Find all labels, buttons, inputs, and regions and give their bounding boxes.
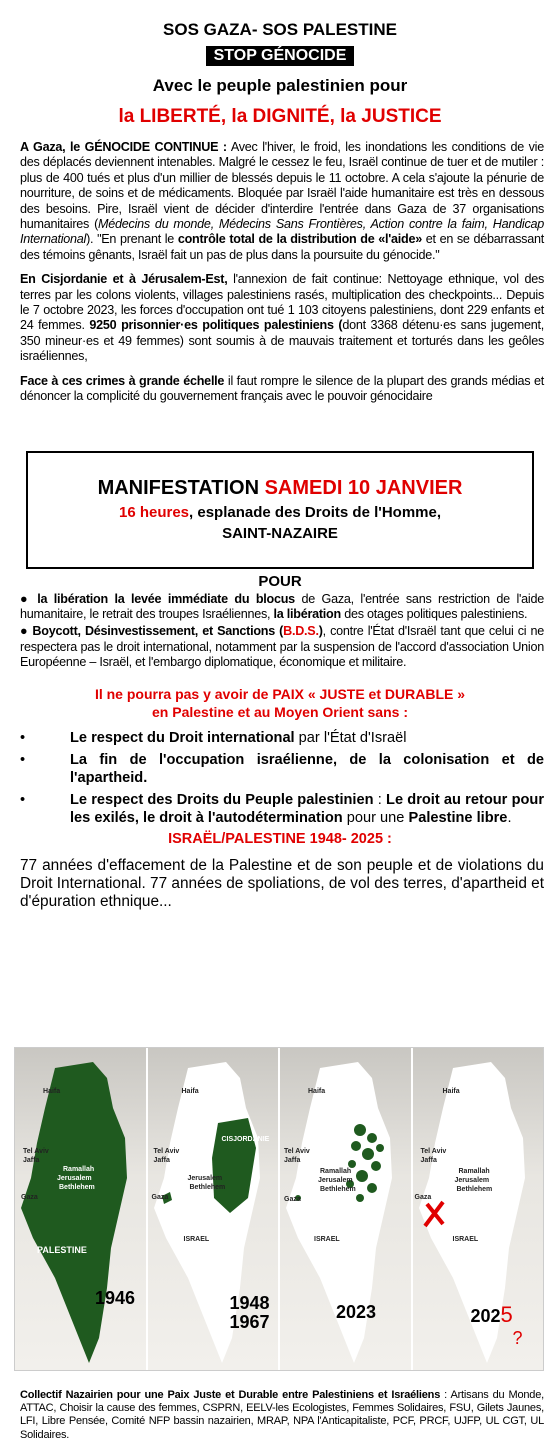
crimes-lead: Face à ces crimes à grande échelle	[20, 373, 225, 388]
history-text: 77 années d'effacement de la Palestine et de son peuple et de violations du Droit International. 77 années de spoliations, de vol des terres, d'apartheid et d'épuration ethnique...	[20, 856, 544, 910]
footer-collectif	[20, 1389, 544, 1442]
pour-item-2	[20, 624, 544, 670]
condition-bold: Le respect du Droit international	[70, 729, 295, 746]
map-label: Bethlehem	[320, 1186, 356, 1193]
history-heading: ISRAËL/PALESTINE 1948- 2025 :	[168, 830, 392, 847]
gaza-text-1: Avec l'hiver, le froid, les inondations les conditions de vie des déplacés deviennent intenables. Malgré le cessez le feu, Israël continue de tuer et de mutiler : plus de 400 tués et plus d'un millier de blessés depuis le 11 octobre. A cela s'ajoute la pénurie de nourriture, de soins et de médicaments. Bloquée par Israël l'aide humanitaire est très en dessous des besoins. Pire, Israël vient de décider d'interdire l'entrée dans Gaza de 37 organisations humanitaires (	[20, 140, 544, 232]
manifestation-label: MANIFESTATION	[97, 476, 265, 499]
conditions-list	[20, 729, 544, 827]
cisjordanie-lead: En Cisjordanie et à Jérusalem-Est,	[20, 272, 228, 287]
map-label: Bethlehem	[59, 1184, 95, 1191]
gaza-bold: contrôle total de la distribution de «l'aide»	[177, 232, 422, 247]
map-2023	[280, 1048, 413, 1370]
peace-line-1: Il ne pourra pas y avoir de PAIX « JUSTE et DURABLE »	[94, 685, 466, 702]
map-label: ISRAEL	[183, 1236, 210, 1243]
pour-item-2-bold: ● Boycott, Désinvestissement, et Sanctions (	[20, 624, 284, 639]
map-label: CISJORDANIE	[221, 1136, 270, 1143]
event-box	[26, 451, 534, 569]
crimes-text: il faut rompre le silence de la plupart des grands médias et dénoncer la complicité du gouvernement français avec le pouvoir génocidaire	[20, 373, 544, 404]
map-year: 1948 1967	[229, 1293, 270, 1332]
map-label: Bethlehem	[456, 1186, 493, 1193]
pour-item-1-bold-2: la libération	[273, 606, 341, 621]
map-1946	[15, 1048, 148, 1370]
map-year	[471, 1302, 513, 1328]
condition-bold-3: Palestine libre	[408, 809, 508, 826]
event-time-place	[28, 504, 532, 521]
map-label: Ramallah	[63, 1166, 95, 1173]
cisjordanie-text-1: l'annexion de fait continue: Nettoyage ethnique, vol des terres par les colons violents, villages palestiniens rasés, multiplication des checkpoints... Depuis le 7 octobre 2023, les forces d'occupation ont tué 1 103 citoyens palestiniens, dont 229 enfants et 24 femmes.	[20, 272, 544, 333]
gaza-lead: A Gaza, le GÉNOCIDE CONTINUE :	[20, 140, 227, 154]
peace-line-2: en Palestine et au Moyen Orient sans :	[152, 703, 408, 720]
map-1948-1967	[148, 1048, 281, 1370]
condition-text-3: .	[507, 809, 512, 826]
condition-text: par l'État d'Israël	[294, 729, 407, 746]
map-label: Gaza	[151, 1194, 169, 1201]
condition-item	[20, 751, 544, 787]
map-year: 2023	[336, 1302, 377, 1322]
map-label: Gaza	[284, 1196, 301, 1203]
pour-item-2-text: , contre l'État d'Israël tant que celui ci ne respectera pas le droit international, notamment par la suspension de l'accord d'association Union Européenne – Israël, et l'embargo diplomatique, économique et militaire.	[20, 624, 544, 670]
event-city: SAINT-NAZAIRE	[222, 524, 338, 542]
footer-members: : Artisans du Monde, ATTAC, Choisir la cause des femmes, CSPRN, EELV-les Ecologistes, Femmes Solidaires, FSU, Gilets Jaunes, LFI, Libre Pensée, Comité NFP bassin nazairien, MRAP, NPA l'Anticapitaliste, PCF, PRCF, UJFP, UL CGT, UL Solidaires.	[20, 1389, 544, 1441]
bullet-mark: •	[20, 751, 26, 768]
map-label: Jaffa	[23, 1157, 40, 1164]
pour-heading: POUR	[258, 572, 302, 590]
pour-item-1-text: de Gaza, l'entrée sans restriction de l'aide humanitaire, le retrait des troupes Israéliennes,	[20, 591, 544, 621]
map-label: Gaza	[414, 1194, 432, 1201]
event-hour: 16 heures	[118, 503, 190, 521]
condition-text: :	[373, 791, 387, 808]
pour-item-1-bold: ● la libération la levée immédiate du blocus	[20, 591, 295, 606]
gaza-paragraph	[20, 140, 544, 263]
map-label: Jaffa	[153, 1157, 170, 1164]
event-date: SAMEDI 10 JANVIER	[264, 476, 463, 499]
pour-item-2-bold-2: )	[318, 624, 323, 639]
map-label: Tel Aviv	[23, 1148, 49, 1155]
map-year: 1946	[95, 1288, 136, 1308]
map-2025	[413, 1048, 544, 1370]
map-label: Ramallah	[458, 1168, 490, 1175]
map-label: Gaza	[21, 1194, 38, 1201]
map-label: Tel Aviv	[284, 1148, 310, 1155]
map-label: Haifa	[442, 1088, 460, 1095]
cisjordanie-text-2: dont 3368 détenu·es sans jugement, 350 mineur·es et 49 femmes) sont soumis à de mauvais traitement et torturés dans les geôles israéliennes,	[20, 318, 544, 364]
map-label: Tel Aviv	[420, 1148, 447, 1155]
manifestation-heading	[28, 477, 532, 500]
map-year-red-digit: 5	[500, 1302, 513, 1327]
map-label: Jerusalem	[57, 1175, 92, 1182]
map-label: Jaffa	[284, 1157, 301, 1164]
condition-item	[20, 791, 544, 827]
map-label: Ramallah	[320, 1168, 352, 1175]
event-place: , esplanade des Droits de l'Homme,	[189, 503, 442, 521]
map-label: Jaffa	[420, 1157, 437, 1164]
map-label: Jerusalem	[454, 1177, 490, 1184]
map-label: Haifa	[43, 1088, 61, 1095]
crimes-paragraph	[20, 374, 544, 405]
prisoners-bold: 9250 prisonnier·es politiques palestiniens (	[89, 318, 343, 333]
map-label: ISRAEL	[314, 1236, 340, 1243]
gaza-text-2: ). "En prenant le	[86, 232, 178, 247]
map-1946-shape	[15, 1048, 147, 1370]
bullet-mark: •	[20, 791, 26, 808]
subtitle: Avec le peuple palestinien pour	[152, 76, 408, 95]
condition-text-2: pour une	[342, 809, 409, 826]
values-heading: la LIBERTÉ, la DIGNITÉ, la JUSTICE	[118, 106, 442, 127]
condition-bold: Le respect des Droits du Peuple palestinien	[70, 791, 374, 808]
map-label: ISRAEL	[452, 1236, 479, 1243]
gaza-orgs: Médecins du monde, Médecins Sans Frontières, Action contre la faim, Handicap International	[20, 217, 544, 247]
cisjordanie-paragraph	[20, 272, 544, 364]
condition-bold: La fin de l'occupation israélienne, de la colonisation et de l'apartheid.	[70, 751, 544, 786]
footer-collectif-name: Collectif Nazairien pour une Paix Juste et Durable entre Palestiniens et Israéliens	[20, 1389, 441, 1401]
map-label: PALESTINE	[37, 1245, 87, 1255]
map-label: Haifa	[181, 1088, 199, 1095]
map-question-mark: ?	[512, 1328, 523, 1348]
stop-genocide-banner: STOP GÉNOCIDE	[206, 46, 355, 66]
condition-bold-2: Le droit au retour pour les exilés, le droit à l'autodétermination	[70, 791, 544, 826]
map-year-prefix: 202	[470, 1306, 501, 1326]
map-label: Haifa	[308, 1088, 326, 1095]
bullet-mark: •	[20, 729, 26, 746]
map-label: Tel Aviv	[153, 1148, 180, 1155]
pour-item-1-text-2: des otages politiques palestiniens.	[340, 606, 528, 621]
main-title: SOS GAZA- SOS PALESTINE	[163, 20, 397, 39]
map-label: Jerusalem	[187, 1175, 223, 1182]
map-label: Bethlehem	[189, 1184, 226, 1191]
bds-acronym: B.D.S.	[283, 624, 319, 639]
pour-item-1	[20, 592, 544, 623]
condition-item	[20, 729, 544, 747]
gaza-text-3: et en se débarrassant des témoins gênants, Israël fait un pas de plus dans la poursuite du génocide."	[20, 232, 544, 262]
peace-warning	[0, 685, 560, 721]
maps-strip	[14, 1047, 544, 1371]
map-label: Jerusalem	[318, 1177, 353, 1184]
